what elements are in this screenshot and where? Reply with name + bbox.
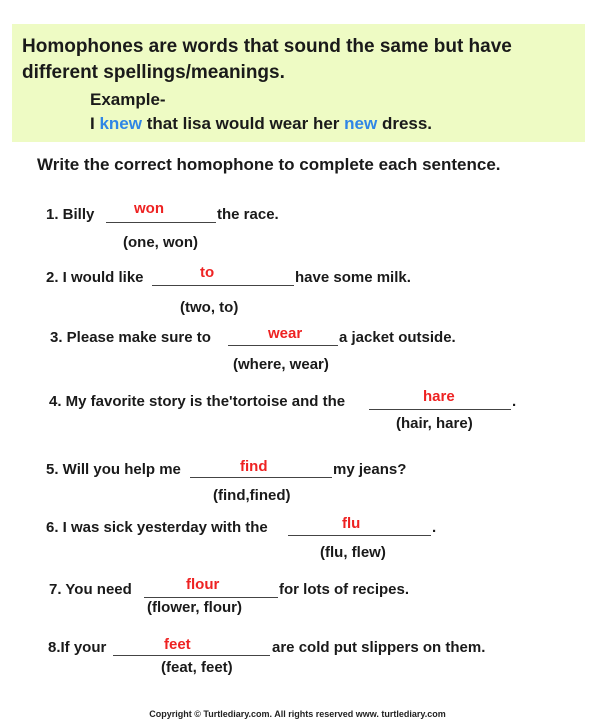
question-3-options: (where, wear) <box>233 356 329 373</box>
question-2-pre: 2. I would like <box>46 269 144 286</box>
question-1-pre: 1. Billy <box>46 206 95 223</box>
question-2-post: have some milk. <box>295 269 411 286</box>
question-7-answer: flour <box>186 576 220 593</box>
example-before: I <box>90 114 100 133</box>
question-3-answer: wear <box>268 325 303 342</box>
definition-box <box>12 24 585 142</box>
question-1-post: the race. <box>217 206 279 223</box>
question-6-answer: flu <box>342 515 361 532</box>
example-word-1: knew <box>99 114 142 133</box>
example-after: dress. <box>377 114 433 133</box>
question-2-answer: to <box>200 264 215 281</box>
question-8-post: are cold put slippers on them. <box>272 639 486 656</box>
example-sentence <box>90 114 432 134</box>
question-3-pre: 3. Please make sure to <box>50 329 211 346</box>
question-1-answer: won <box>134 200 164 217</box>
question-8-pre: 8.If your <box>48 639 107 656</box>
question-3-blank[interactable] <box>228 345 338 346</box>
example-label: Example- <box>90 90 166 109</box>
question-2-blank[interactable] <box>152 285 294 286</box>
definition-text: Homophones are words that sound the same but have different spellings/meanings. <box>22 36 512 83</box>
question-4-blank[interactable] <box>369 409 511 410</box>
question-1-options: (one, won) <box>123 234 198 251</box>
question-4-post: . <box>512 393 517 410</box>
copyright-footer: Copyright © Turtlediary.com. All rights reserved www. turtlediary.com <box>149 709 446 719</box>
question-6-blank[interactable] <box>288 535 431 536</box>
question-7-options: (flower, flour) <box>147 599 242 616</box>
question-7-pre: 7. You need <box>49 581 132 598</box>
question-4-options: (hair, hare) <box>396 415 473 432</box>
question-5-answer: find <box>240 458 268 475</box>
question-8-answer: feet <box>164 636 191 653</box>
question-3-post: a jacket outside. <box>339 329 456 346</box>
question-4-pre: 4. My favorite story is the'tortoise and the <box>49 393 346 410</box>
question-5-blank[interactable] <box>190 477 332 478</box>
question-7-post: for lots of recipes. <box>279 581 410 598</box>
example-middle: that lisa would wear her <box>141 114 345 133</box>
question-1-blank[interactable] <box>106 222 216 223</box>
question-8-options: (feat, feet) <box>161 659 233 676</box>
question-6-options: (flu, flew) <box>320 544 386 561</box>
question-5-options: (find,fined) <box>213 487 291 504</box>
question-7-blank[interactable] <box>144 597 278 598</box>
instructions: Write the correct homophone to complete each sentence. <box>37 155 501 174</box>
question-6-post: . <box>432 519 437 536</box>
question-5-pre: 5. Will you help me <box>46 461 181 478</box>
question-6-pre: 6. I was sick yesterday with the <box>46 519 268 536</box>
question-4-answer: hare <box>423 388 455 405</box>
question-8-blank[interactable] <box>113 655 270 656</box>
question-2-options: (two, to) <box>180 299 239 316</box>
question-5-post: my jeans? <box>333 461 407 478</box>
example-word-2: new <box>344 114 378 133</box>
